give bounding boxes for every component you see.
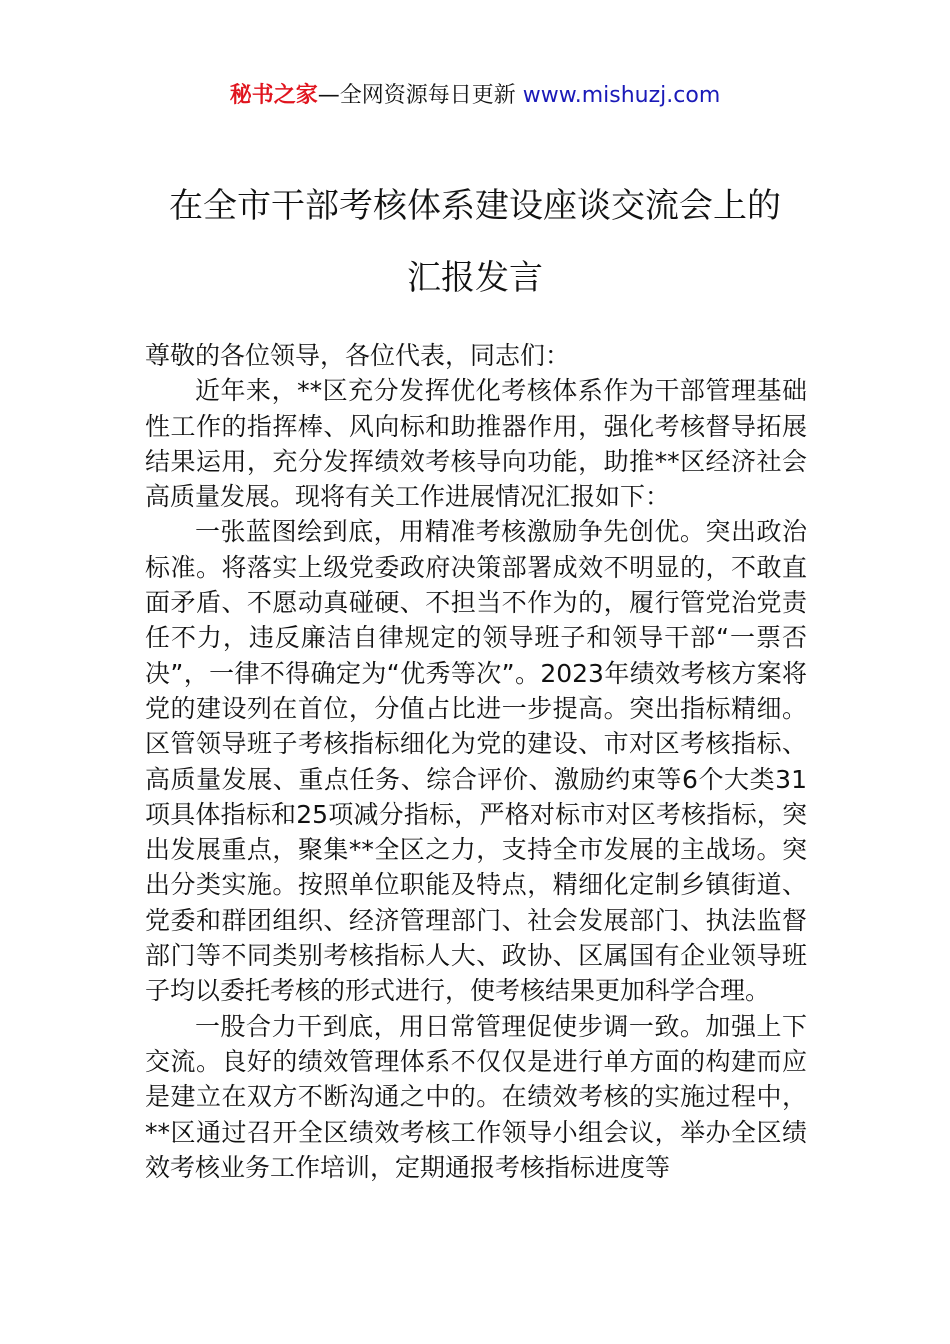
paragraph-intro: 近年来，**区充分发挥优化考核体系作为干部管理基础性工作的指挥棒、风向标和助推器作用，强化考核督导拓展结果运用，充分发挥绩效考核导向功能，助推**区经济社会高质量发展。现将有关工作进展情况汇报如下：	[145, 376, 807, 512]
title-line-1: 在全市干部考核体系建设座谈交流会上的	[169, 186, 781, 226]
site-tagline: —全网资源每日更新	[317, 83, 523, 108]
document-body	[145, 338, 807, 1185]
site-header	[0, 80, 950, 112]
paragraph-blueprint: 一张蓝图绘到底，用精准考核激励争先创优。突出政治标准。将落实上级党委政府决策部署成效不明显的，不敢直面矛盾、不愿动真碰硬、不担当不作为的，履行管党治党责任不力，违反廉洁自律规定的领导班子和领导干部“一票否决”，一律不得确定为“优秀等次”。2023年绩效考核方案将党的建设列在首位，分值占比进一步提高。突出指标精细。区管领导班子考核指标细化为党的建设、市对区考核指标、高质量发展、重点任务、综合评价、激励约束等6个大类31项具体指标和25项减分指标，严格对标市对区考核指标，突出发展重点，聚集**全区之力，支持全市发展的主战场。突出分类实施。按照单位职能及特点，精细化定制乡镇街道、党委和群团组织、经济管理部门、社会发展部门、执法监督部门等不同类别考核指标人大、政协、区属国有企业领导班子均以委托考核的形式进行，使考核结果更加科学合理。	[145, 517, 807, 1006]
site-brand: 秘书之家	[229, 83, 318, 108]
document-title	[120, 170, 830, 314]
site-url-link[interactable]: www.mishuzj.com	[522, 83, 721, 108]
title-line-2: 汇报发言	[407, 258, 543, 298]
salutation: 尊敬的各位领导，各位代表，同志们：	[145, 341, 571, 370]
paragraph-joint-effort: 一股合力干到底，用日常管理促使步调一致。加强上下交流。良好的绩效管理体系不仅仅是进行单方面的构建而应是建立在双方不断沟通之中的。在绩效考核的实施过程中，**区通过召开全区绩效考核工作领导小组会议，举办全区绩效考核业务工作培训，定期通报考核指标进度等	[145, 1011, 807, 1182]
